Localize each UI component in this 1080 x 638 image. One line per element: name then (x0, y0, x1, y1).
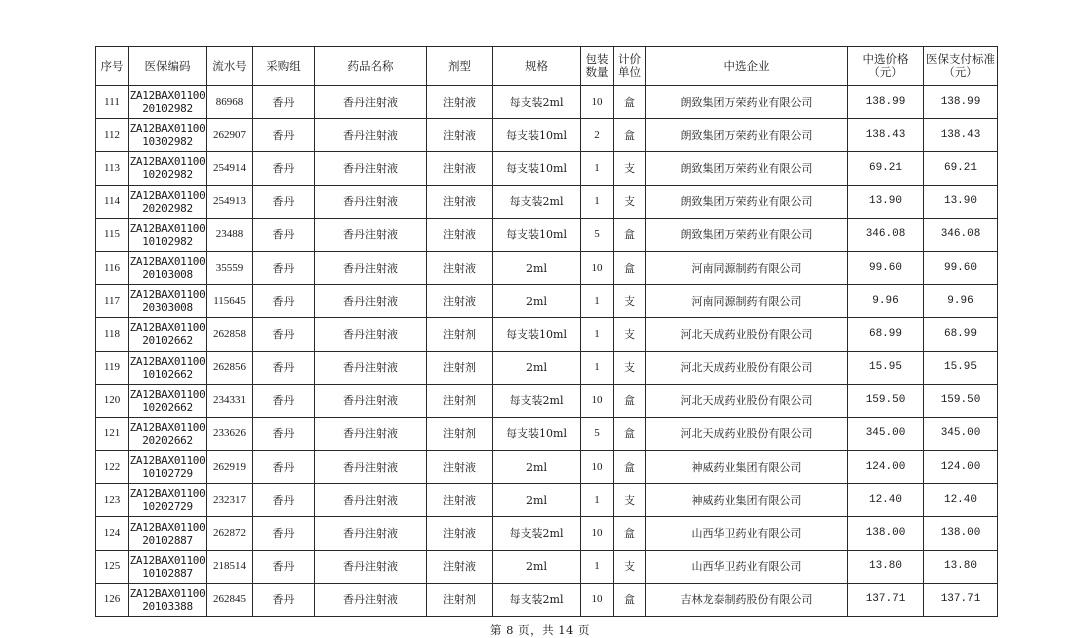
cell-seq: 114 (96, 185, 129, 218)
cell-price: 159.50 (848, 384, 924, 417)
cell-seq: 122 (96, 451, 129, 484)
cell-drug: 香丹注射液 (315, 517, 427, 550)
cell-pack: 2 (581, 119, 614, 152)
cell-seq: 123 (96, 484, 129, 517)
cell-seq: 116 (96, 251, 129, 284)
cell-company: 朗致集团万荣药业有限公司 (646, 185, 848, 218)
cell-company: 朗致集团万荣药业有限公司 (646, 152, 848, 185)
cell-serial: 262872 (207, 517, 253, 550)
cell-pack: 10 (581, 517, 614, 550)
cell-unit: 支 (614, 318, 646, 351)
cell-standard: 346.08 (924, 218, 998, 251)
cell-pack: 1 (581, 318, 614, 351)
cell-serial: 262856 (207, 351, 253, 384)
cell-unit: 支 (614, 351, 646, 384)
cell-price: 69.21 (848, 152, 924, 185)
page-number: 第 8 页，共 14 页 (489, 623, 591, 637)
table-row (96, 251, 998, 284)
cell-unit: 盒 (614, 517, 646, 550)
table-header-row (96, 47, 998, 86)
cell-form: 注射剂 (427, 384, 493, 417)
cell-form: 注射液 (427, 251, 493, 284)
cell-group: 香丹 (253, 351, 315, 384)
header-standard: 医保支付标准 （元） (924, 47, 998, 86)
cell-drug: 香丹注射液 (315, 384, 427, 417)
cell-code: ZA12BAX01100 10202729 (129, 484, 207, 517)
cell-drug: 香丹注射液 (315, 351, 427, 384)
table-row (96, 86, 998, 119)
cell-unit: 支 (614, 285, 646, 318)
cell-unit: 盒 (614, 384, 646, 417)
cell-serial: 262907 (207, 119, 253, 152)
cell-group: 香丹 (253, 484, 315, 517)
cell-spec: 2ml (493, 285, 581, 318)
table-row (96, 318, 998, 351)
cell-seq: 121 (96, 417, 129, 450)
cell-price: 346.08 (848, 218, 924, 251)
cell-unit: 盒 (614, 583, 646, 616)
cell-spec: 每支装10ml (493, 119, 581, 152)
cell-company: 河北天成药业股份有限公司 (646, 351, 848, 384)
cell-seq: 126 (96, 583, 129, 616)
cell-company: 山西华卫药业有限公司 (646, 517, 848, 550)
cell-company: 河南同源制药有限公司 (646, 285, 848, 318)
cell-form: 注射剂 (427, 318, 493, 351)
cell-code: ZA12BAX01100 10302982 (129, 119, 207, 152)
cell-serial: 233626 (207, 417, 253, 450)
cell-seq: 113 (96, 152, 129, 185)
cell-spec: 2ml (493, 251, 581, 284)
cell-group: 香丹 (253, 152, 315, 185)
table-row (96, 583, 998, 616)
cell-price: 138.99 (848, 86, 924, 119)
cell-group: 香丹 (253, 285, 315, 318)
cell-unit: 盒 (614, 218, 646, 251)
cell-spec: 每支装10ml (493, 417, 581, 450)
cell-form: 注射液 (427, 152, 493, 185)
cell-drug: 香丹注射液 (315, 583, 427, 616)
header-pack: 包装 数量 (581, 47, 614, 86)
cell-serial: 254913 (207, 185, 253, 218)
cell-group: 香丹 (253, 251, 315, 284)
cell-code: ZA12BAX01100 20102887 (129, 517, 207, 550)
cell-seq: 117 (96, 285, 129, 318)
cell-unit: 支 (614, 550, 646, 583)
cell-company: 神威药业集团有限公司 (646, 451, 848, 484)
cell-price: 13.80 (848, 550, 924, 583)
cell-serial: 115645 (207, 285, 253, 318)
cell-drug: 香丹注射液 (315, 318, 427, 351)
cell-pack: 1 (581, 351, 614, 384)
cell-drug: 香丹注射液 (315, 550, 427, 583)
cell-seq: 120 (96, 384, 129, 417)
cell-company: 吉林龙泰制药股份有限公司 (646, 583, 848, 616)
cell-drug: 香丹注射液 (315, 251, 427, 284)
cell-pack: 1 (581, 185, 614, 218)
cell-unit: 盒 (614, 251, 646, 284)
cell-pack: 5 (581, 417, 614, 450)
header-unit: 计价 单位 (614, 47, 646, 86)
cell-pack: 10 (581, 451, 614, 484)
cell-form: 注射液 (427, 451, 493, 484)
cell-group: 香丹 (253, 318, 315, 351)
cell-seq: 112 (96, 119, 129, 152)
cell-drug: 香丹注射液 (315, 218, 427, 251)
cell-unit: 支 (614, 185, 646, 218)
cell-form: 注射剂 (427, 583, 493, 616)
cell-standard: 68.99 (924, 318, 998, 351)
cell-code: ZA12BAX01100 10202662 (129, 384, 207, 417)
cell-spec: 每支装2ml (493, 185, 581, 218)
cell-code: ZA12BAX01100 10102662 (129, 351, 207, 384)
cell-seq: 124 (96, 517, 129, 550)
cell-company: 朗致集团万荣药业有限公司 (646, 86, 848, 119)
cell-form: 注射液 (427, 218, 493, 251)
cell-price: 12.40 (848, 484, 924, 517)
cell-spec: 每支装2ml (493, 86, 581, 119)
cell-pack: 10 (581, 251, 614, 284)
cell-code: ZA12BAX01100 20303008 (129, 285, 207, 318)
cell-group: 香丹 (253, 451, 315, 484)
cell-serial: 218514 (207, 550, 253, 583)
cell-unit: 盒 (614, 119, 646, 152)
cell-unit: 盒 (614, 86, 646, 119)
cell-group: 香丹 (253, 517, 315, 550)
cell-standard: 138.43 (924, 119, 998, 152)
cell-pack: 10 (581, 583, 614, 616)
cell-seq: 118 (96, 318, 129, 351)
table-row (96, 185, 998, 218)
cell-spec: 2ml (493, 351, 581, 384)
cell-company: 朗致集团万荣药业有限公司 (646, 218, 848, 251)
table-row (96, 550, 998, 583)
cell-form: 注射剂 (427, 417, 493, 450)
cell-seq: 125 (96, 550, 129, 583)
cell-standard: 124.00 (924, 451, 998, 484)
cell-standard: 12.40 (924, 484, 998, 517)
cell-group: 香丹 (253, 583, 315, 616)
cell-serial: 23488 (207, 218, 253, 251)
cell-seq: 111 (96, 86, 129, 119)
header-code: 医保编码 (129, 47, 207, 86)
cell-serial: 234331 (207, 384, 253, 417)
table-row (96, 517, 998, 550)
table-row (96, 417, 998, 450)
cell-spec: 2ml (493, 451, 581, 484)
cell-price: 138.43 (848, 119, 924, 152)
cell-serial: 262858 (207, 318, 253, 351)
cell-spec: 2ml (493, 550, 581, 583)
cell-seq: 119 (96, 351, 129, 384)
header-seq: 序号 (96, 47, 129, 86)
cell-standard: 345.00 (924, 417, 998, 450)
table-row (96, 152, 998, 185)
cell-standard: 137.71 (924, 583, 998, 616)
cell-form: 注射液 (427, 119, 493, 152)
cell-serial: 86968 (207, 86, 253, 119)
cell-standard: 138.99 (924, 86, 998, 119)
cell-group: 香丹 (253, 119, 315, 152)
cell-company: 河南同源制药有限公司 (646, 251, 848, 284)
cell-pack: 5 (581, 218, 614, 251)
cell-group: 香丹 (253, 550, 315, 583)
cell-pack: 1 (581, 550, 614, 583)
drug-price-table (95, 46, 998, 617)
cell-price: 9.96 (848, 285, 924, 318)
table-row (96, 451, 998, 484)
cell-drug: 香丹注射液 (315, 484, 427, 517)
cell-pack: 10 (581, 384, 614, 417)
cell-code: ZA12BAX01100 20202662 (129, 417, 207, 450)
cell-standard: 13.80 (924, 550, 998, 583)
cell-code: ZA12BAX01100 20102662 (129, 318, 207, 351)
cell-unit: 盒 (614, 451, 646, 484)
cell-company: 神威药业集团有限公司 (646, 484, 848, 517)
cell-standard: 138.00 (924, 517, 998, 550)
cell-pack: 1 (581, 285, 614, 318)
header-price: 中选价格 （元） (848, 47, 924, 86)
cell-serial: 232317 (207, 484, 253, 517)
cell-unit: 盒 (614, 417, 646, 450)
cell-company: 河北天成药业股份有限公司 (646, 384, 848, 417)
cell-group: 香丹 (253, 384, 315, 417)
cell-drug: 香丹注射液 (315, 417, 427, 450)
cell-standard: 99.60 (924, 251, 998, 284)
header-company: 中选企业 (646, 47, 848, 86)
cell-code: ZA12BAX01100 10102887 (129, 550, 207, 583)
cell-code: ZA12BAX01100 20102982 (129, 86, 207, 119)
cell-spec: 每支装2ml (493, 583, 581, 616)
header-form: 剂型 (427, 47, 493, 86)
table-row (96, 218, 998, 251)
cell-group: 香丹 (253, 218, 315, 251)
table-row (96, 484, 998, 517)
cell-form: 注射液 (427, 484, 493, 517)
table-row (96, 351, 998, 384)
cell-serial: 262919 (207, 451, 253, 484)
cell-drug: 香丹注射液 (315, 285, 427, 318)
cell-serial: 254914 (207, 152, 253, 185)
cell-form: 注射液 (427, 517, 493, 550)
cell-form: 注射剂 (427, 351, 493, 384)
cell-code: ZA12BAX01100 20103008 (129, 251, 207, 284)
header-serial: 流水号 (207, 47, 253, 86)
cell-serial: 262845 (207, 583, 253, 616)
cell-group: 香丹 (253, 417, 315, 450)
cell-code: ZA12BAX01100 10102729 (129, 451, 207, 484)
cell-standard: 9.96 (924, 285, 998, 318)
cell-serial: 35559 (207, 251, 253, 284)
cell-pack: 1 (581, 152, 614, 185)
cell-code: ZA12BAX01100 10202982 (129, 152, 207, 185)
cell-code: ZA12BAX01100 20103388 (129, 583, 207, 616)
cell-form: 注射液 (427, 550, 493, 583)
cell-price: 137.71 (848, 583, 924, 616)
cell-price: 124.00 (848, 451, 924, 484)
cell-company: 河北天成药业股份有限公司 (646, 318, 848, 351)
cell-seq: 115 (96, 218, 129, 251)
cell-company: 山西华卫药业有限公司 (646, 550, 848, 583)
cell-standard: 69.21 (924, 152, 998, 185)
cell-price: 13.90 (848, 185, 924, 218)
cell-drug: 香丹注射液 (315, 451, 427, 484)
cell-pack: 10 (581, 86, 614, 119)
table-row (96, 119, 998, 152)
cell-price: 138.00 (848, 517, 924, 550)
cell-form: 注射液 (427, 86, 493, 119)
cell-spec: 每支装10ml (493, 318, 581, 351)
cell-unit: 支 (614, 152, 646, 185)
cell-spec: 2ml (493, 484, 581, 517)
cell-drug: 香丹注射液 (315, 152, 427, 185)
header-drug: 药品名称 (315, 47, 427, 86)
cell-spec: 每支装2ml (493, 384, 581, 417)
cell-pack: 1 (581, 484, 614, 517)
cell-spec: 每支装2ml (493, 517, 581, 550)
cell-group: 香丹 (253, 86, 315, 119)
header-group: 采购组 (253, 47, 315, 86)
cell-drug: 香丹注射液 (315, 185, 427, 218)
table-row (96, 285, 998, 318)
table-body (96, 86, 998, 617)
cell-drug: 香丹注射液 (315, 86, 427, 119)
cell-company: 河北天成药业股份有限公司 (646, 417, 848, 450)
cell-code: ZA12BAX01100 10102982 (129, 218, 207, 251)
table-row (96, 384, 998, 417)
cell-price: 68.99 (848, 318, 924, 351)
cell-spec: 每支装10ml (493, 152, 581, 185)
cell-standard: 159.50 (924, 384, 998, 417)
cell-price: 99.60 (848, 251, 924, 284)
cell-standard: 15.95 (924, 351, 998, 384)
cell-form: 注射液 (427, 185, 493, 218)
cell-unit: 支 (614, 484, 646, 517)
cell-code: ZA12BAX01100 20202982 (129, 185, 207, 218)
cell-group: 香丹 (253, 185, 315, 218)
cell-price: 15.95 (848, 351, 924, 384)
cell-drug: 香丹注射液 (315, 119, 427, 152)
cell-standard: 13.90 (924, 185, 998, 218)
cell-spec: 每支装10ml (493, 218, 581, 251)
cell-company: 朗致集团万荣药业有限公司 (646, 119, 848, 152)
cell-form: 注射液 (427, 285, 493, 318)
header-spec: 规格 (493, 47, 581, 86)
cell-price: 345.00 (848, 417, 924, 450)
